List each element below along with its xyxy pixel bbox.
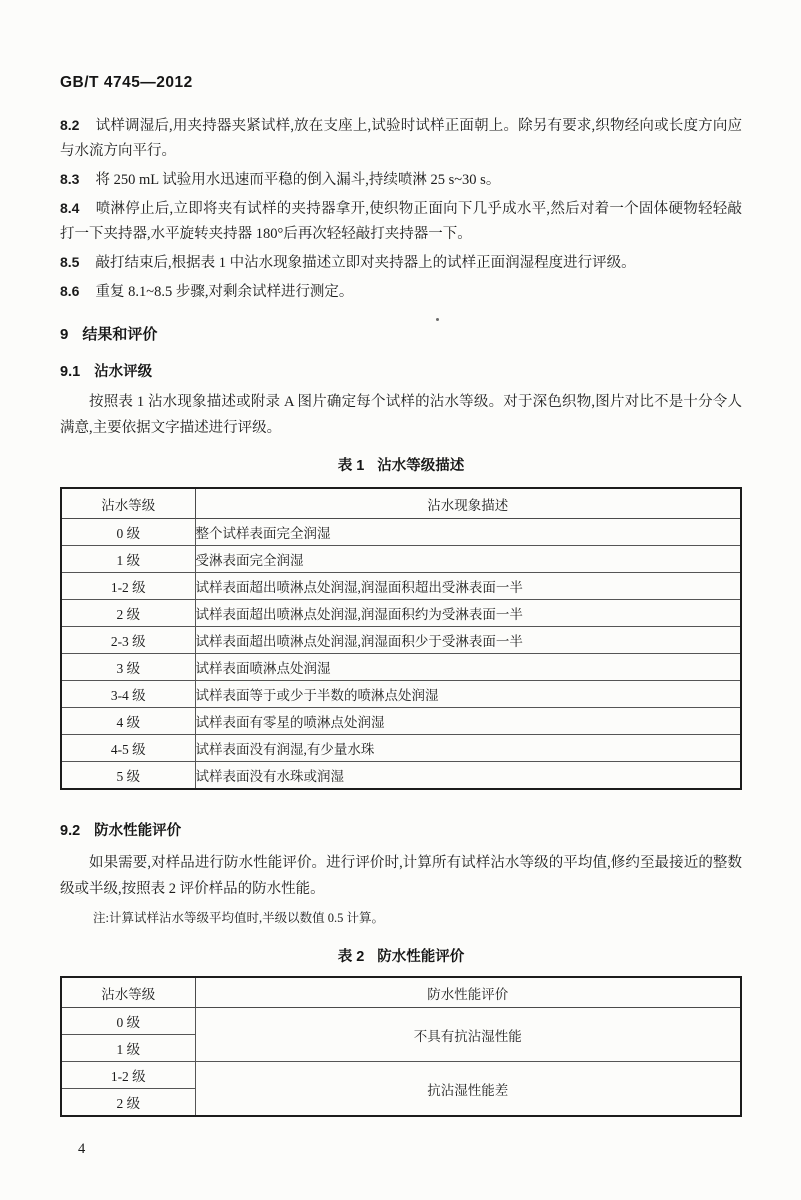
clause-text: 重复 8.1~8.5 步骤,对剩余试样进行测定。	[95, 284, 354, 300]
table-2	[60, 976, 742, 1117]
description-cell: 试样表面超出喷淋点处润湿,润湿面积超出受淋表面一半	[195, 573, 741, 600]
clause-8-3	[60, 167, 742, 193]
clause-text: 试样调湿后,用夹持器夹紧试样,放在支座上,试验时试样正面朝上。除另有要求,织物经向或长度方向应与水流方向平行。	[60, 118, 742, 159]
scan-speck	[436, 318, 439, 321]
grade-cell: 4 级	[61, 708, 195, 735]
page-number: 4	[78, 1141, 86, 1157]
section-title: 沾水评级	[94, 364, 153, 380]
clause-list	[60, 113, 742, 305]
table-caption-label: 表 1	[337, 458, 365, 474]
section-9-1-heading	[60, 360, 742, 381]
clause-text: 将 250 mL 试验用水迅速而平稳的倒入漏斗,持续喷淋 25 s~30 s。	[95, 172, 501, 188]
grade-cell: 1 级	[61, 1035, 195, 1062]
evaluation-header-cell: 防水性能评价	[195, 977, 741, 1008]
table-1	[60, 487, 742, 790]
page-content	[60, 0, 742, 1158]
note-9-2: 注:计算试样沾水等级平均值时,半级以数值 0.5 计算。	[93, 911, 384, 925]
table-caption-text: 沾水等级描述	[377, 458, 465, 474]
paragraph-9-2: 如果需要,对样品进行防水性能评价。进行评价时,计算所有试样沾水等级的平均值,修约至最接近的整数级或半级,按照表 2 评价样品的防水性能。	[60, 855, 742, 897]
clause-text: 喷淋停止后,立即将夹有试样的夹持器拿开,使织物正面向下几乎成水平,然后对着一个固体硬物轻轻敲打一下夹持器,水平旋转夹持器 180°后再次轻轻敲打夹持器一下。	[60, 201, 742, 242]
clause-number: 8.2	[60, 117, 80, 133]
table-caption-label: 表 2	[337, 949, 365, 965]
clause-text: 敲打结束后,根据表 1 中沾水现象描述立即对夹持器上的试样正面润湿程度进行评级。	[95, 255, 636, 271]
grade-cell: 4-5 级	[61, 735, 195, 762]
table-row	[61, 1008, 741, 1035]
table-row	[61, 600, 741, 627]
paragraph-9-1: 按照表 1 沾水现象描述或附录 A 图片确定每个试样的沾水等级。对于深色织物,图片对比不是十分令人满意,主要依据文字描述进行评级。	[60, 394, 742, 436]
section-number: 9	[60, 326, 69, 343]
table-row	[61, 735, 741, 762]
grade-cell: 5 级	[61, 762, 195, 790]
table-row	[61, 762, 741, 790]
table-row	[61, 519, 741, 546]
clause-8-5	[60, 250, 742, 276]
clause-number: 8.4	[60, 200, 80, 216]
grade-cell: 1 级	[61, 546, 195, 573]
description-cell: 试样表面喷淋点处润湿	[195, 654, 741, 681]
description-cell: 整个试样表面完全润湿	[195, 519, 741, 546]
table-2-caption	[60, 945, 742, 966]
section-number: 9.2	[60, 823, 81, 839]
table-row	[61, 708, 741, 735]
grade-cell: 2-3 级	[61, 627, 195, 654]
table-row	[61, 1062, 741, 1089]
grade-header-cell: 沾水等级	[61, 977, 195, 1008]
description-cell: 受淋表面完全润湿	[195, 546, 741, 573]
section-title: 结果和评价	[82, 326, 158, 343]
clause-number: 8.5	[60, 254, 80, 270]
table-row	[61, 573, 741, 600]
grade-cell: 2 级	[61, 600, 195, 627]
section-9-2-heading	[60, 819, 742, 840]
table-row	[61, 654, 741, 681]
evaluation-cell: 不具有抗沾湿性能	[195, 1008, 741, 1062]
section-title: 防水性能评价	[94, 823, 182, 839]
table-2-header-row	[61, 977, 741, 1008]
clause-number: 8.3	[60, 171, 80, 187]
description-cell: 试样表面没有润湿,有少量水珠	[195, 735, 741, 762]
grade-cell: 3-4 级	[61, 681, 195, 708]
description-cell: 试样表面超出喷淋点处润湿,润湿面积约为受淋表面一半	[195, 600, 741, 627]
grade-header-cell: 沾水等级	[61, 488, 195, 519]
grade-cell: 0 级	[61, 519, 195, 546]
evaluation-cell: 抗沾湿性能差	[195, 1062, 741, 1117]
grade-cell: 0 级	[61, 1008, 195, 1035]
description-cell: 试样表面等于或少于半数的喷淋点处润湿	[195, 681, 741, 708]
clause-number: 8.6	[60, 283, 80, 299]
clause-8-4	[60, 196, 742, 247]
description-cell: 试样表面超出喷淋点处润湿,润湿面积少于受淋表面一半	[195, 627, 741, 654]
table-caption-text: 防水性能评价	[377, 949, 465, 965]
clause-8-2	[60, 113, 742, 164]
description-cell: 试样表面没有水珠或润湿	[195, 762, 741, 790]
table-row	[61, 627, 741, 654]
table-row	[61, 546, 741, 573]
doc-number: GB/T 4745—2012	[60, 74, 193, 91]
section-9-heading	[60, 323, 742, 344]
table-1-header-row	[61, 488, 741, 519]
section-number: 9.1	[60, 364, 81, 380]
grade-cell: 1-2 级	[61, 1062, 195, 1089]
table-row	[61, 681, 741, 708]
table-1-caption	[60, 454, 742, 475]
clause-8-6	[60, 279, 742, 305]
grade-cell: 3 级	[61, 654, 195, 681]
description-header-cell: 沾水现象描述	[195, 488, 741, 519]
grade-cell: 1-2 级	[61, 573, 195, 600]
grade-cell: 2 级	[61, 1089, 195, 1117]
description-cell: 试样表面有零星的喷淋点处润湿	[195, 708, 741, 735]
